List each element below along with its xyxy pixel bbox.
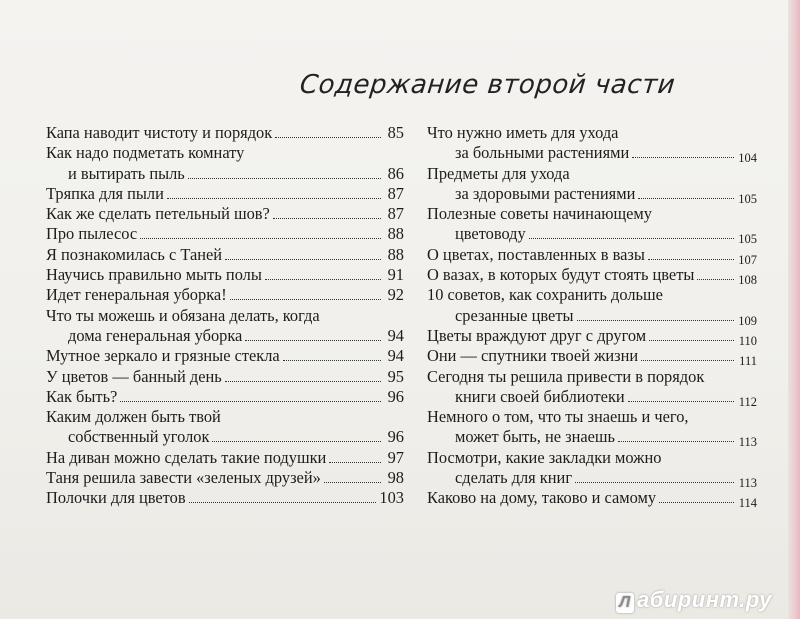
toc-entry-title-cont: за больными растениями (455, 143, 630, 163)
leader-dots (275, 137, 381, 138)
toc-entry-title-cont: и вытирать пыль (68, 163, 185, 183)
toc-page-number: 105 (738, 232, 757, 247)
toc-entry-title: Я познакомилась с Таней (46, 244, 223, 264)
toc-entry-title-cont: может быть, не знаешь (455, 427, 616, 447)
toc-page-number: 92 (387, 285, 404, 305)
toc-entry (46, 448, 404, 468)
toc-page-number: 87 (387, 183, 404, 203)
toc-entry (46, 488, 404, 508)
toc-entry (427, 123, 757, 164)
toc-page-number: 104 (738, 151, 757, 166)
leader-dots (120, 401, 381, 402)
watermark-text: абиринт.ру (637, 587, 772, 612)
toc-entry (46, 387, 404, 407)
leader-dots (659, 502, 734, 503)
leader-dots (283, 360, 381, 361)
leader-dots (324, 482, 381, 483)
toc-page-number: 88 (387, 224, 404, 244)
toc-entry (46, 407, 404, 448)
toc-entry (46, 245, 404, 265)
leader-dots (529, 238, 734, 239)
toc-entry (427, 488, 757, 511)
toc-entry (427, 407, 757, 448)
toc-entry-title: Научись правильно мыть полы (46, 265, 262, 285)
toc-entry-title: Немного о том, что ты знаешь и чего, (427, 407, 689, 427)
toc-entry-title-cont: собственный уголок (68, 427, 210, 447)
toc-entry-title-cont: срезанные цветы (455, 305, 574, 325)
toc-entry-title-cont: книги своей библиотеки (455, 386, 625, 406)
toc-page-number: 96 (387, 386, 404, 406)
toc-entry (427, 265, 757, 288)
toc-entry (46, 224, 404, 244)
leader-dots (641, 360, 734, 361)
toc-entry-title-cont: сделать для книг (455, 468, 573, 488)
page-title: Содержание второй части (298, 70, 677, 100)
toc-page-number: 107 (738, 252, 757, 267)
toc-entry-title: 10 советов, как сохранить дольше (427, 285, 663, 305)
toc-entry (46, 143, 404, 184)
toc-entry-title: Каково на дому, таково и самому (427, 488, 657, 508)
toc-entry (427, 164, 757, 205)
leader-dots (649, 340, 734, 341)
toc-page-number: 86 (387, 163, 404, 183)
toc-entry-title: Про пылесос (46, 224, 138, 244)
toc-entry-title: Капа наводит чистоту и порядок (46, 123, 273, 142)
toc-entry-title: Они — спутники твоей жизни (427, 346, 639, 366)
toc-entry-title: Как быть? (46, 386, 118, 406)
leader-dots (140, 238, 381, 239)
toc-page-number: 114 (738, 496, 757, 511)
leader-dots (273, 218, 381, 219)
toc-entry (427, 448, 757, 489)
toc-entry-title: Как же сделать петельный шов? (46, 204, 270, 224)
leader-dots (225, 259, 381, 260)
toc-page-number: 95 (387, 366, 404, 386)
toc-entry-title: О цветах, поставленных в вазы (427, 244, 645, 264)
leader-dots (628, 401, 734, 402)
toc-page-number: 96 (387, 427, 404, 447)
toc-entry (427, 245, 757, 265)
leader-dots (648, 259, 734, 260)
toc-entry (46, 204, 404, 224)
toc-entry (46, 285, 404, 305)
leader-dots (265, 279, 381, 280)
toc-entry-title: О вазах, в которых будут стоять цветы (427, 265, 695, 285)
leader-dots (189, 502, 377, 503)
toc-entry (427, 285, 757, 326)
toc-page-number: 97 (387, 447, 404, 467)
toc-entry-title-cont: дома генеральная уборка (68, 325, 243, 345)
toc-entry-title: Как надо подметать комнату (46, 143, 245, 163)
leader-dots (225, 381, 381, 382)
toc-page-number: 94 (387, 346, 404, 366)
toc-entry-title: Каким должен быть твой (46, 407, 221, 427)
toc-page-number: 98 (387, 468, 404, 488)
toc-entry (46, 346, 404, 366)
toc-page-number: 88 (387, 244, 404, 264)
leader-dots (329, 462, 381, 463)
toc-entry (46, 265, 404, 285)
toc-page-number: 113 (738, 476, 757, 491)
toc-page-number: 105 (738, 191, 757, 206)
leader-dots (167, 198, 381, 199)
toc-entry (427, 367, 757, 408)
toc-page-number: 108 (738, 273, 757, 288)
labirint-watermark (616, 587, 772, 613)
toc-entry-title: Таня решила завести «зеленых друзей» (46, 468, 321, 488)
toc-entry-title-cont: цветоводу (455, 224, 526, 244)
toc-page-number: 91 (387, 265, 404, 285)
toc-entry-title: Цветы враждуют друг с другом (427, 325, 647, 345)
toc-page-number: 87 (387, 204, 404, 224)
toc-entry-title-cont: за здоровыми растениями (455, 183, 636, 203)
leader-dots (638, 198, 734, 199)
toc-page-number: 109 (738, 313, 757, 328)
toc-entry (427, 204, 757, 245)
page-edge (788, 0, 800, 619)
toc-page-number: 111 (739, 354, 757, 369)
toc-entry-title: Мутное зеркало и грязные стекла (46, 346, 280, 366)
toc-entry-title: Полезные советы начинающему (427, 204, 652, 224)
leader-dots (212, 441, 381, 442)
toc-page-number: 103 (379, 488, 404, 508)
toc-entry-title: На диван можно сделать такие подушки (46, 447, 327, 467)
toc-entry (46, 468, 404, 488)
toc-entry (427, 326, 757, 346)
toc-page-number: 112 (738, 394, 757, 409)
toc-entry (46, 306, 404, 347)
toc-entry-title: Посмотри, какие закладки можно (427, 447, 662, 467)
toc-entry (46, 184, 404, 204)
toc-entry-title: Сегодня ты решила привести в порядок (427, 366, 705, 386)
leader-dots (577, 320, 735, 321)
leader-dots (188, 178, 381, 179)
leader-dots (697, 279, 734, 280)
toc-page-number: 113 (738, 435, 757, 450)
leader-dots (230, 299, 381, 300)
toc-right-column (427, 123, 757, 509)
toc-entry-title: Идет генеральная уборка! (46, 285, 227, 305)
toc-entry-title: Что ты можешь и обязана делать, когда (46, 305, 320, 325)
toc-entry (427, 346, 757, 369)
toc-entry (46, 367, 404, 387)
leader-dots (618, 441, 734, 442)
toc-entry-title: Что нужно иметь для ухода (427, 123, 619, 142)
toc-entry-title: Тряпка для пыли (46, 183, 164, 203)
toc-page-number: 85 (387, 123, 404, 142)
toc-entry (46, 123, 404, 143)
toc-entry-title: Полочки для цветов (46, 488, 186, 508)
leader-dots (245, 340, 381, 341)
toc-page-number: 110 (738, 333, 757, 348)
toc-entry-title: Предметы для ухода (427, 163, 570, 183)
watermark-logo-icon: Л (616, 593, 634, 613)
leader-dots (632, 157, 734, 158)
toc-left-column (46, 123, 404, 509)
toc-entry-title: У цветов — банный день (46, 366, 222, 386)
toc-page-number: 94 (387, 325, 404, 345)
leader-dots (575, 482, 734, 483)
